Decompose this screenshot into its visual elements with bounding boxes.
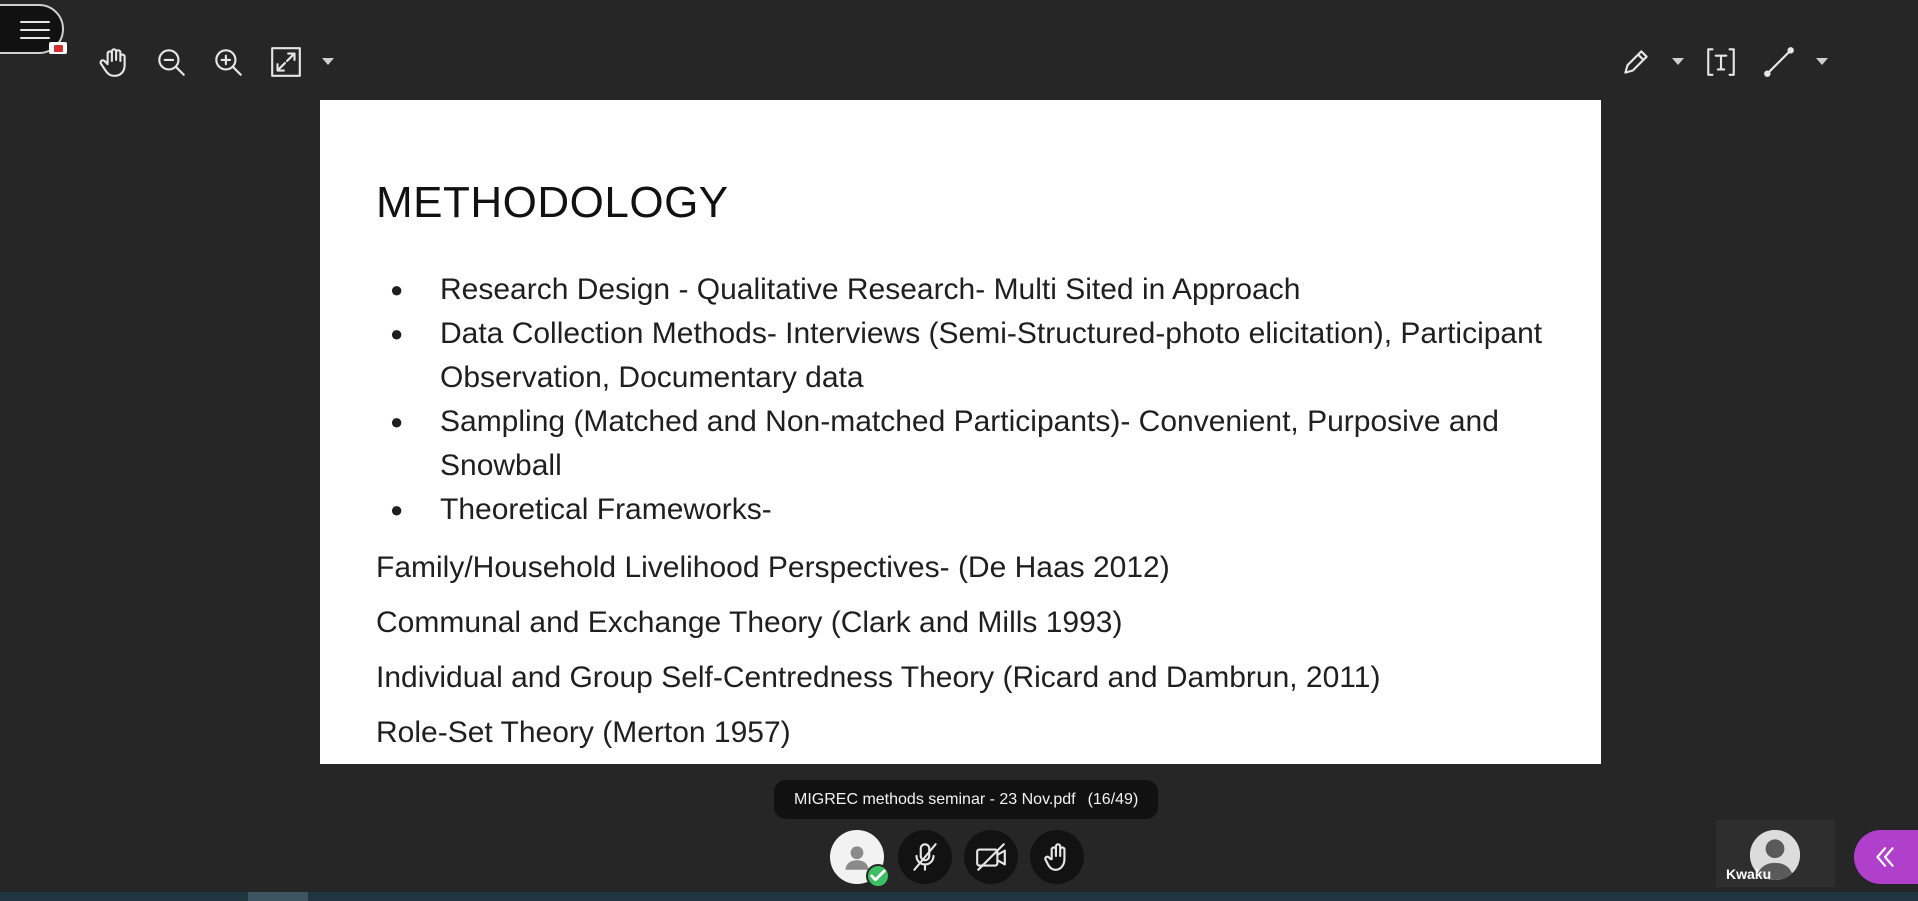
framework-item: Role-Set Theory (Merton 1957) [376,716,791,749]
pencil-icon [1619,45,1653,79]
raise-hand-button[interactable] [1030,830,1084,884]
text-tool-button[interactable] [1703,44,1739,80]
zoom-in-icon [211,45,245,79]
participant-name: Kwaku [1726,866,1772,882]
microphone-muted-icon [908,840,942,874]
file-name-label [774,780,1158,819]
line-options-dropdown[interactable] [1816,58,1828,65]
framework-item: Family/Household Livelihood Perspectives- (De Haas 2012) [376,551,1170,584]
framework-list [376,548,1380,764]
taskbar-strip [0,892,1918,901]
main-menu-button[interactable] [0,4,64,54]
file-name: MIGREC methods seminar - 23 Nov.pdf [794,790,1076,808]
check-icon [866,864,890,888]
camera-button[interactable] [964,830,1018,884]
recording-icon [49,42,67,54]
draw-tool-button[interactable] [1618,44,1654,80]
line-tool-button[interactable] [1761,44,1797,80]
zoom-out-button[interactable] [153,44,189,80]
draw-options-dropdown[interactable] [1672,58,1684,65]
text-tool-icon [1704,45,1738,79]
fit-screen-button[interactable] [268,44,304,80]
framework-item: Communal and Exchange Theory (Clark and Mills 1993) [376,606,1123,639]
zoom-options-dropdown[interactable] [322,58,334,65]
double-chevron-left-icon [1872,844,1898,870]
framework-item: Individual and Group Self-Centredness Theory (Ricard and Dambrun, 2011) [376,661,1381,694]
fit-screen-icon [269,45,303,79]
zoom-out-icon [154,45,188,79]
presentation-slide [320,100,1601,764]
pan-tool-button[interactable] [96,44,132,80]
microphone-button[interactable] [898,830,952,884]
bullet-item: ● Data Collection Methods- Interviews (Semi-Structured-photo elicitation), Participant Observation, Documentary data [376,312,1556,400]
raise-hand-icon [1040,840,1074,874]
bullet-item: ● Sampling (Matched and Non-matched Participants)- Convenient, Purposive and Snowball [376,400,1556,488]
zoom-in-button[interactable] [210,44,246,80]
line-icon [1762,45,1796,79]
bullet-item: ● Theoretical Frameworks- [376,488,1556,532]
participant-tile[interactable] [1716,820,1835,887]
hamburger-icon [20,21,50,41]
open-panel-button[interactable] [1854,830,1918,884]
slide-title: METHODOLOGY [376,178,729,227]
my-status-button[interactable] [830,830,884,884]
page-indicator: (16/49) [1087,790,1139,808]
bullet-list [376,268,1556,532]
hand-icon [97,45,131,79]
camera-off-icon [974,840,1008,874]
bullet-item: ● Research Design - Qualitative Research- Multi Sited in Approach [376,268,1556,312]
